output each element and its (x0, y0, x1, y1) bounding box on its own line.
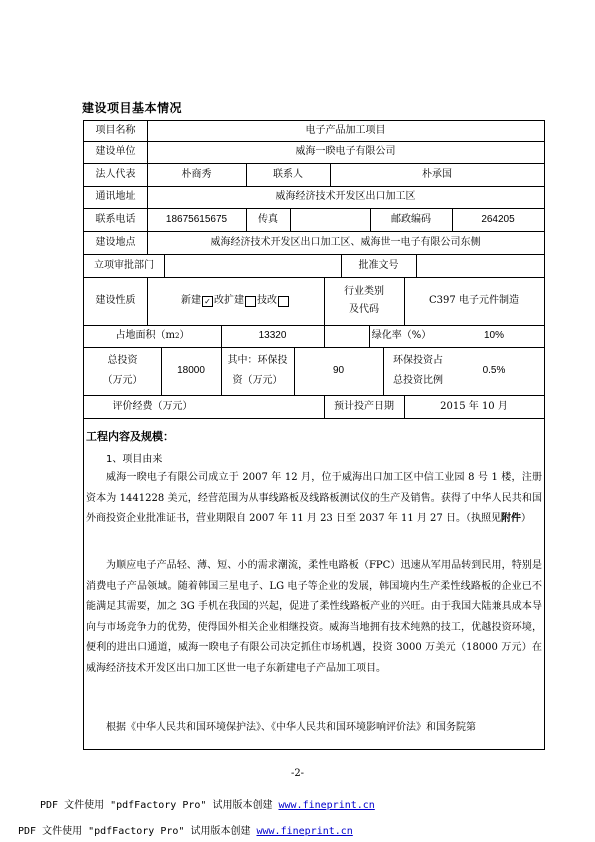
postcode-label: 邮政编码 (391, 213, 431, 225)
nature-options (147, 277, 324, 325)
industry-label-line1: 行业类别 (344, 286, 384, 297)
approval-dept-value (164, 254, 341, 277)
footer-text-2: PDF 文件使用 "pdfFactory Pro" 试用版本创建 (18, 826, 257, 837)
env-ratio-label-line1: 环保投资占 (393, 355, 443, 366)
address-value: 威海经济技术开发区出口加工区 (275, 191, 416, 202)
site-value: 威海经济技术开发区出口加工区、威海世一电子有限公司东侧 (210, 236, 481, 248)
paragraph-1-end: ） (520, 513, 531, 525)
footer-watermark (40, 796, 375, 811)
eval-fee-value (221, 395, 324, 418)
project-name-label: 项目名称 (95, 125, 136, 136)
invest-label-line1: 总投资 (107, 355, 138, 366)
nature-expand-label: 改扩建 (214, 295, 244, 306)
green-label: 绿化率（%） (371, 330, 432, 341)
prod-date-label: 预计投产日期 (334, 400, 394, 412)
industry-value: C397 电子元件制造 (429, 295, 519, 306)
env-ratio-label-line2: 总投资比例 (393, 375, 443, 386)
footer-text: PDF 文件使用 "pdfFactory Pro" 试用版本创建 (40, 800, 279, 811)
legal-rep-value: 朴商秀 (181, 168, 212, 180)
eval-fee-label: 评价经费（万元） (112, 400, 193, 412)
approval-dept-label: 立项审批部门 (94, 259, 154, 271)
prod-date-value: 2015 年 10 月 (440, 400, 508, 412)
invest-value: 18000 (177, 365, 205, 376)
contact-label: 联系人 (273, 168, 303, 180)
env-invest-value: 90 (332, 365, 345, 376)
paragraph-3 (86, 718, 542, 739)
footer-link[interactable]: www.fineprint.cn (278, 800, 375, 811)
phone-value: 18675615675 (165, 213, 228, 225)
footer-link-2[interactable]: www.fineprint.cn (256, 826, 353, 837)
paragraph-2-text: 为顺应电子产品轻、薄、短、小的需求潮流，柔性电路板（FPC）迅速从军用品转到民用，特别是消费电子产品领域。随着韩国三星电子、LG 电子等企业的发展，韩国境内生产柔性线路板的企业已不能满足其需要，加之 3G 手机在我国的兴起，促进了柔性线路板产业的兴旺。由于我国大陆兼具成本导向与市场竞争力的优势，使得国外相关企业相继投资。威海当地拥有技术纯熟的技工，优越投资环境，便利的进出口通道，威海一睽电子有限公司决定抓住市场机遇，投资 3000 万美元（18000 万元）在威海经济技术开发区出口加工区世一电子东新建电子产品加工项目。 (86, 560, 542, 674)
attachment-ref: 附件 (500, 513, 521, 525)
phone-label: 联系电话 (95, 213, 136, 225)
env-invest-label-line1: 其中：环保投 (227, 355, 288, 366)
postcode-value: 264205 (481, 213, 515, 225)
industry-label (324, 277, 404, 325)
fax-label: 传真 (258, 213, 278, 225)
project-name-value: 电子产品加工项目 (305, 125, 386, 136)
area-label (84, 325, 221, 347)
approval-no-label: 批准文号 (358, 259, 399, 271)
address-label: 通讯地址 (95, 191, 136, 202)
section-title: 工程内容及规模： (86, 430, 174, 443)
contact-value: 朴承国 (422, 168, 452, 180)
invest-label (84, 347, 161, 395)
paragraph-2 (86, 556, 542, 680)
approval-no-value (416, 254, 544, 277)
env-ratio-value: 0.5% (482, 365, 506, 376)
unit-label: 建设单位 (95, 146, 136, 157)
nature-new-checkbox[interactable]: ✓ (202, 296, 213, 307)
legal-rep-label: 法人代表 (95, 168, 136, 180)
area-label-suffix: ） (179, 330, 190, 341)
sub-title: 1、项目由来 (106, 454, 163, 465)
green-value: 10% (483, 330, 504, 341)
fax-value (290, 208, 370, 231)
env-invest-label-line2: 资（万元） (232, 375, 283, 386)
nature-expand-checkbox[interactable] (245, 296, 256, 307)
nature-label: 建设性质 (95, 295, 136, 306)
industry-label-line2: 及代码 (349, 304, 379, 315)
nature-tech-checkbox[interactable] (278, 296, 289, 307)
area-value: 13320 (258, 330, 287, 341)
nature-new-label: 新建 (181, 295, 201, 306)
area-label-prefix: 占地面积（m (115, 330, 175, 341)
page-number: -2- (290, 768, 305, 779)
page-heading: 建设项目基本情况 (82, 101, 183, 115)
invest-label-line2: （万元） (102, 375, 143, 386)
paragraph-1 (86, 468, 542, 530)
site-label: 建设地点 (95, 236, 136, 248)
paragraph-3-text: 根据《中华人民共和国环境保护法》、《中华人民共和国环境影响评价法》和国务院第 (106, 722, 476, 733)
env-ratio-label (383, 347, 453, 395)
footer-watermark-2 (18, 822, 353, 837)
unit-value: 威海一睽电子有限公司 (295, 146, 396, 157)
nature-tech-label: 技改 (257, 295, 277, 306)
env-invest-label (221, 347, 294, 395)
paragraph-1-text: 威海一睽电子有限公司成立于 2007 年 12 月，位于威海出口加工区中信工业园 8 号 1 楼，注册资本为 1441228 美元，经营范围为从事线路板及线路板测试仪的生产及销售。获得了中华人民共和国外商投资企业批准证书，营业期限自 2007 年 11 月 23 日至 2037 年 11 月 27 日。（执照见 (86, 472, 542, 525)
area-label-sup: 2 (175, 331, 180, 340)
